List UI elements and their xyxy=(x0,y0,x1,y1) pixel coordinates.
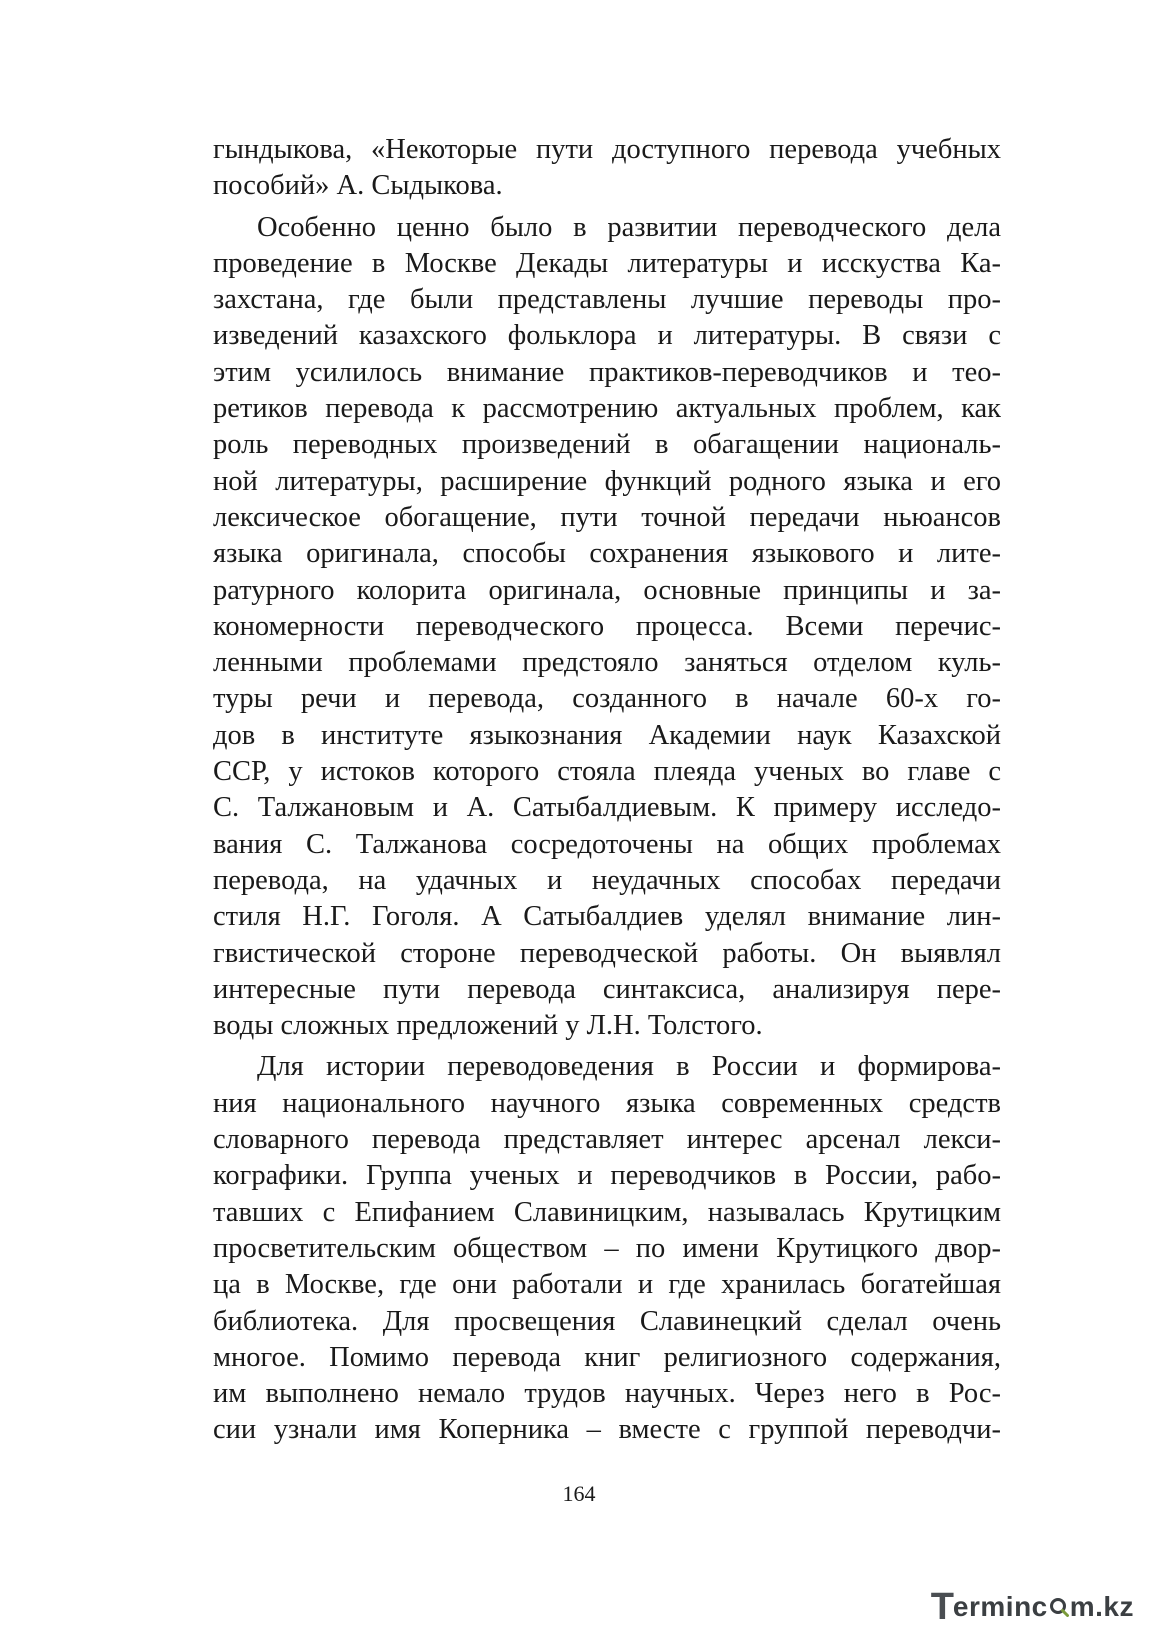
text-line: ца в Москве, где они работали и где хранилась богатейшая xyxy=(213,1269,1001,1301)
page-number: 164 xyxy=(562,1481,596,1506)
text-line: ССР, у истоков которого стояла плеяда ученых во главе с xyxy=(213,756,1001,788)
text-line: гвистической стороне переводческой работы. Он выявлял xyxy=(213,937,1001,969)
document-body xyxy=(213,132,1001,1449)
text-line: туры речи и перевода, созданного в начале 60-х го- xyxy=(213,683,1001,715)
text-line: просветительским обществом – по имени Крутицкого двор- xyxy=(213,1232,1001,1264)
text-line: библиотека. Для просвещения Славинецкий сделал очень xyxy=(213,1305,1001,1337)
text-line: дов в институте языкознания Академии наук Казахской xyxy=(213,719,1001,751)
watermark-t-letter: T xyxy=(930,1585,952,1628)
text-line: С. Талжановым и А. Сатыбалдиевым. К примеру исследо- xyxy=(213,792,1001,824)
text-line: этим усилилось внимание практиков-переводчиков и тео- xyxy=(213,356,1001,388)
text-line: ратурного колорита оригинала, основные принципы и за- xyxy=(213,574,1001,606)
text-line: захстана, где были представлены лучшие переводы про- xyxy=(213,284,1001,316)
text-line: гындыкова, «Некоторые пути доступного перевода учебных xyxy=(213,134,1001,165)
text-line: кономерности переводческого процесса. Всеми перечис- xyxy=(213,610,1001,642)
text-line: многое. Помимо перевода книг религиозного содержания, xyxy=(213,1341,1001,1373)
magnifier-o-icon xyxy=(1049,1597,1069,1617)
text-line: роль переводных произведений в обагащении националь- xyxy=(213,429,1001,461)
text-line: вания С. Талжанова сосредоточены на общих проблемах xyxy=(213,828,1001,860)
text-line: ния национального научного языка современных средств xyxy=(213,1087,1001,1119)
text-line: пособий» А. Сыдыкова. xyxy=(213,170,503,202)
text-line: ленными проблемами предстояло заняться отделом куль- xyxy=(213,647,1001,679)
text-line: ретиков перевода к рассмотрению актуальных проблем, как xyxy=(213,393,1001,425)
text-line: воды сложных предложений у Л.Н. Толстого. xyxy=(213,1010,763,1042)
text-line: языка оригинала, способы сохранения языкового и лите- xyxy=(213,538,1001,570)
text-line: ной литературы, расширение функций родного языка и его xyxy=(213,465,1001,497)
text-line: изведений казахского фольклора и литературы. В связи с xyxy=(213,320,1001,352)
watermark-text-middle: erminc xyxy=(952,1591,1048,1622)
terminсom-watermark-logo xyxy=(931,1587,1134,1627)
text-line: тавших с Епифанием Славиницким, называлась Крутицким xyxy=(213,1196,1001,1228)
text-line: интересные пути перевода синтаксиса, анализируя пере- xyxy=(213,973,1001,1005)
text-line: словарного перевода представляет интерес арсенал лекси- xyxy=(213,1124,1001,1156)
text-line: стиля Н.Г. Гоголя. А Сатыбалдиев уделял внимание лин- xyxy=(213,901,1001,933)
text-line: сии узнали имя Коперника – вместе с группой переводчи- xyxy=(213,1414,1001,1446)
text-line: перевода, на удачных и неудачных способах передачи xyxy=(213,864,1001,896)
text-line: лексическое обогащение, пути точной передачи ньюансов xyxy=(213,501,1001,533)
watermark-text-suffix: m.kz xyxy=(1069,1591,1134,1622)
text-line: им выполнено немало трудов научных. Через него в Рос- xyxy=(213,1378,1001,1410)
text-line: кографики. Группа ученых и переводчиков в России, рабо- xyxy=(213,1160,1001,1192)
text-line: проведение в Москве Декады литературы и исскуства Ка- xyxy=(213,247,1001,279)
text-line: Для истории переводоведения в России и формирова- xyxy=(257,1051,1001,1083)
text-line: Особенно ценно было в развитии переводческого дела xyxy=(257,211,1001,243)
